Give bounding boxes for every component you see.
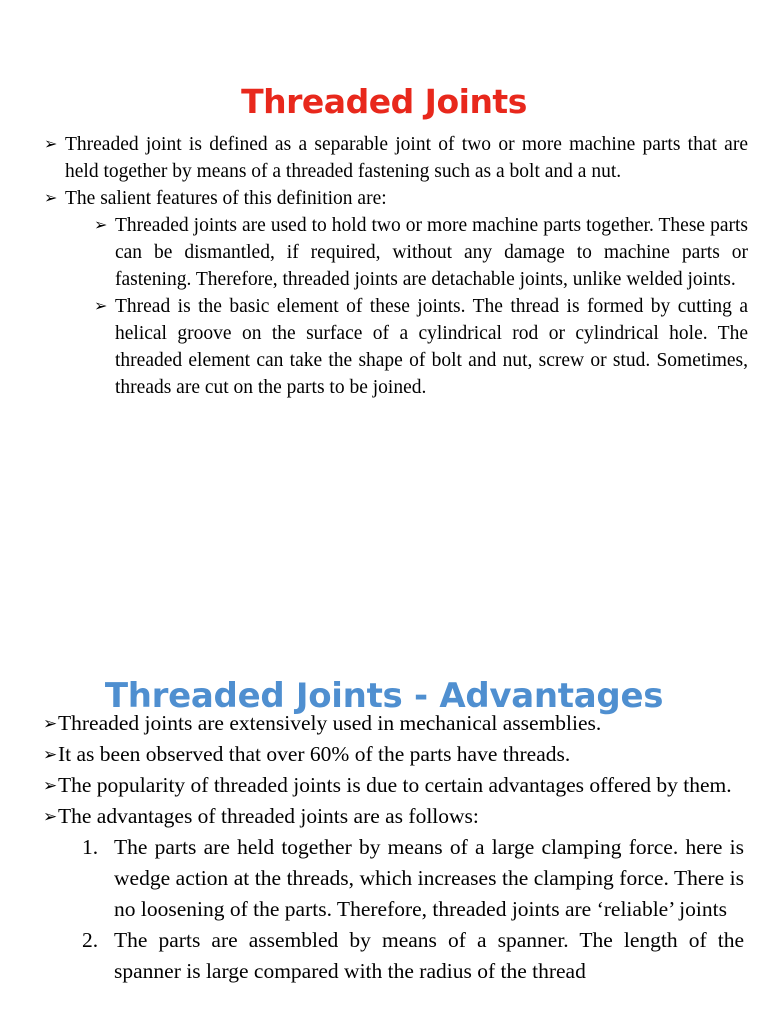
item-text: The parts are held together by means of a large clamping force. here is wedge action at the threads, which increases the clamping force. There is no loosening of the parts. Therefore, threaded joints are ‘reliable’ joints — [114, 835, 744, 921]
bullet-text: The popularity of threaded joints is due to certain advantages offered by them. — [58, 773, 732, 797]
list-item — [94, 212, 748, 293]
bullet-text: Threaded joints are used to hold two or more machine parts together. These parts can be dismantled, if required, without any damage to machine parts or fastening. Therefore, threaded joints are detachable joints, unlike welded joints. — [115, 215, 748, 290]
arrow-bullet-icon: ➢ — [94, 298, 108, 315]
list-item — [94, 293, 748, 401]
arrow-bullet-icon: ➢ — [43, 745, 58, 764]
slide-title: Threaded Joints — [241, 82, 527, 121]
bullet-list — [44, 708, 744, 987]
arrow-bullet-icon: ➢ — [44, 190, 58, 207]
list-item — [44, 708, 744, 739]
sub-bullet-list — [65, 212, 748, 401]
bullet-text: Threaded joint is defined as a separable joint of two or more machine parts that are held together by means of a threaded fastening such as a bolt and a nut. — [65, 134, 748, 182]
bullet-text: The salient features of this definition are: — [65, 188, 387, 209]
item-number: 2. — [82, 928, 99, 952]
list-item — [44, 739, 744, 770]
numbered-item — [82, 925, 744, 987]
list-item — [44, 770, 744, 801]
bullet-list — [44, 131, 748, 401]
bullet-text: It as been observed that over 60% of the parts have threads. — [58, 742, 571, 766]
numbered-list — [58, 832, 744, 987]
slide-title: Threaded Joints - Advantages — [104, 676, 664, 716]
item-number: 1. — [82, 835, 99, 859]
bullet-text: Threaded joints are extensively used in mechanical assemblies. — [58, 711, 602, 735]
list-item — [44, 801, 744, 987]
bullet-text: The advantages of threaded joints are as follows: — [58, 804, 479, 828]
item-text: The parts are assembled by means of a spanner. The length of the spanner is large compared with the radius of the thread — [114, 928, 744, 983]
numbered-item — [82, 832, 744, 925]
arrow-bullet-icon: ➢ — [43, 807, 58, 826]
arrow-bullet-icon: ➢ — [43, 714, 58, 733]
bullet-text: Thread is the basic element of these joints. The thread is formed by cutting a helical groove on the surface of a cylindrical rod or cylindrical hole. The threaded element can take the shape of bolt and nut, screw or stud. Sometimes, threads are cut on the parts to be joined. — [115, 296, 748, 398]
slide-threaded-joints-advantages — [0, 512, 768, 1024]
arrow-bullet-icon: ➢ — [43, 776, 58, 795]
list-item — [44, 185, 748, 401]
list-item — [44, 131, 748, 185]
arrow-bullet-icon: ➢ — [94, 217, 108, 234]
arrow-bullet-icon: ➢ — [44, 136, 58, 153]
